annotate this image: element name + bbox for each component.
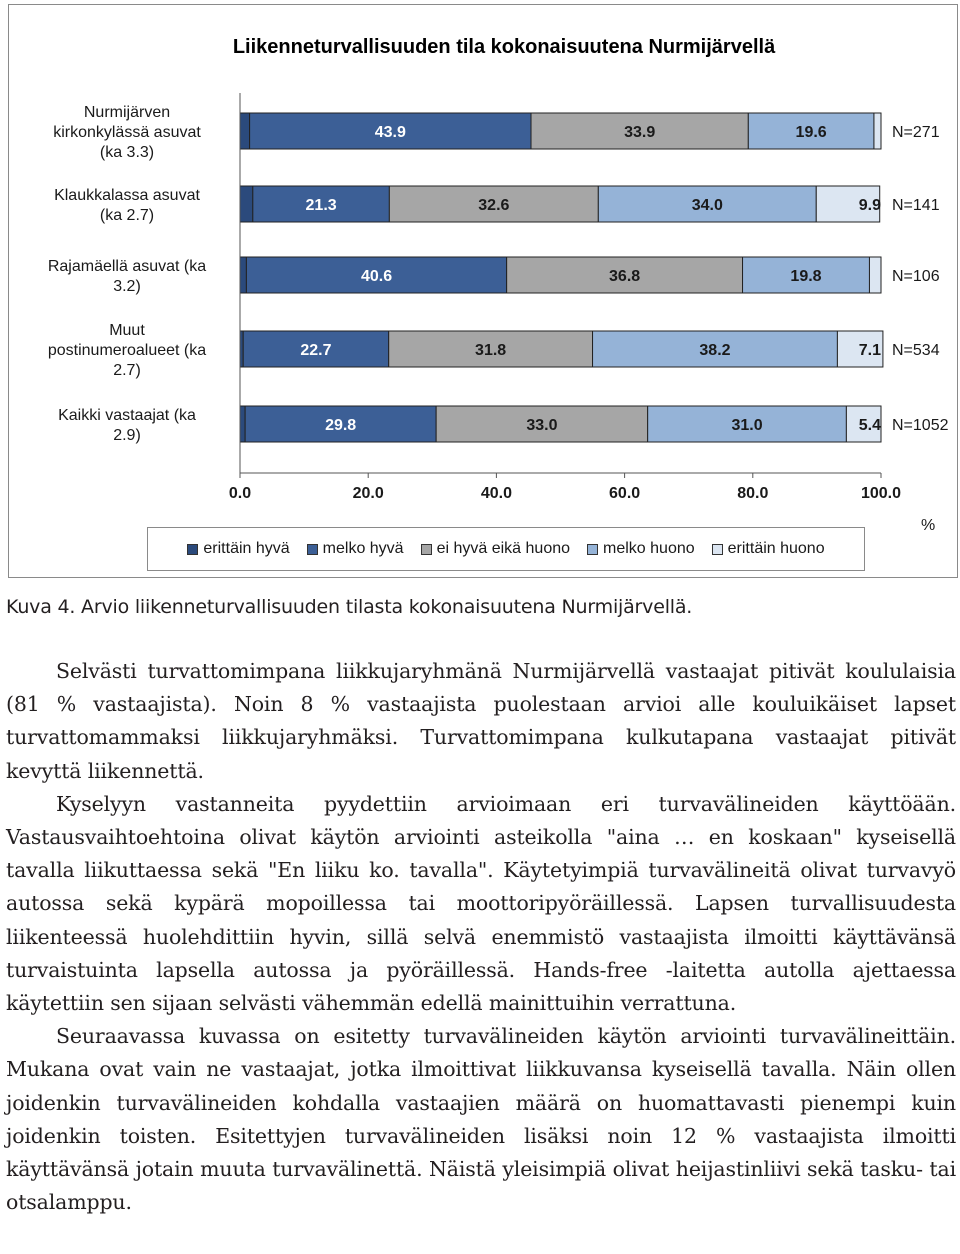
data-label: 9.9 <box>858 197 881 214</box>
legend-item <box>587 540 695 558</box>
legend-item <box>187 540 289 558</box>
chart-title: Liikenneturvallisuuden tila kokonaisuutena Nurmijärvellä <box>232 36 776 58</box>
category-label: Muut <box>109 322 145 339</box>
category-label: kirkonkylässä asuvat <box>53 124 201 141</box>
legend-label: melko huono <box>603 540 695 557</box>
x-tick-label: 100.0 <box>860 485 902 502</box>
bar-segment <box>240 186 253 222</box>
x-tick-label: 20.0 <box>352 485 384 502</box>
stacked-bar-chart <box>9 5 957 577</box>
category-label: 2.7) <box>113 362 141 379</box>
legend-label: ei hyvä eikä huono <box>436 540 571 557</box>
legend-swatch <box>421 544 432 555</box>
legend-label: erittäin huono <box>727 540 825 557</box>
x-tick-label: 60.0 <box>609 485 641 502</box>
paragraph-2: Kyselyyn vastanneita pyydettiin arvioimaan eri turvavälineiden käyttöään. Vastausvaihtoehtoina olivat käytön arviointi asteikolla "aina … en koskaan" kyseisellä tavalla liikuttaessa sekä "En liiku ko. tavalla". Käytetyimpiä turvavälineitä olivat turvavyö autossa sekä kypärä mopoillessa tai moottoripyöräillessä. Lapsen turvallisuudesta liikenteessä huolehdittiin hyvin, sillä selvä enemmistö vastaajista ilmoitti käyttävänsä turvaistuinta lapsella autossa ja pyöräillessä. Hands-free -laitetta autolla ajettaessa käytettiin sen sijaan selvästi vähemmän edellä mainittuihin verrattuna. <box>6 791 956 1016</box>
category-label: postinumeroalueet (ka <box>47 342 207 359</box>
paragraph-3: Seuraavassa kuvassa on esitetty turvavälineiden käytön arviointi turvavälineittäin. Mukana ovat vain ne vastaajat, jotka ilmoittivat liikkuvansa kyseisellä tavalla. Näin ollen joidenkin turvavälineiden kohdalla vastaajien määrä on huomattavasti pienempi kuin joidenkin toisten. Esitettyjen turvavälineiden lisäksi noin 12 % vastaajista ilmoitti käyttävänsä jotain muuta turvavälinettä. Näistä yleisimpiä olivat heijastinliivi sekä tasku- tai otsalamppu. <box>6 1024 956 1215</box>
legend-label: erittäin hyvä <box>203 540 290 557</box>
category-label: Rajamäellä asuvat (ka <box>47 258 207 275</box>
category-label: (ka 3.3) <box>99 144 155 161</box>
n-label: N=141 <box>892 197 940 214</box>
data-label: 19.6 <box>795 124 827 141</box>
category-label: (ka 2.7) <box>99 207 155 224</box>
data-label: 43.9 <box>374 124 406 141</box>
figure-caption: Kuva 4. Arvio liikenneturvallisuuden tilasta kokonaisuutena Nurmijärvellä. <box>6 596 693 618</box>
data-label: 22.7 <box>300 342 332 359</box>
bar-segment <box>869 257 881 293</box>
data-label: 38.2 <box>699 342 731 359</box>
data-label: 33.0 <box>526 417 558 434</box>
data-label: 34.0 <box>691 197 723 214</box>
data-label: 31.0 <box>731 417 763 434</box>
legend-swatch <box>187 544 198 555</box>
bar-segment <box>240 257 246 293</box>
chart-container <box>8 4 958 578</box>
n-label: N=106 <box>892 268 940 285</box>
data-label: 5.4 <box>858 417 881 434</box>
data-label: 36.8 <box>609 268 641 285</box>
x-tick-label: 0.0 <box>228 485 252 502</box>
bar-segment <box>240 406 245 442</box>
bar-segment <box>240 113 250 149</box>
data-label: 31.8 <box>475 342 507 359</box>
x-axis-unit-label: % <box>921 517 936 534</box>
body-text <box>6 655 956 1219</box>
bar-segment <box>874 113 881 149</box>
data-label: 7.1 <box>858 342 881 359</box>
category-label: Nurmijärven <box>83 104 171 121</box>
category-label: Klaukkalassa asuvat <box>54 187 200 204</box>
legend-swatch <box>587 544 598 555</box>
chart-legend <box>147 527 865 571</box>
n-label: N=534 <box>892 342 940 359</box>
category-label: 3.2) <box>113 278 141 295</box>
n-label: N=1052 <box>892 417 949 434</box>
x-tick-label: 40.0 <box>480 485 512 502</box>
category-label: 2.9) <box>113 427 141 444</box>
data-label: 21.3 <box>305 197 337 214</box>
legend-label: melko hyvä <box>322 540 404 557</box>
legend-swatch <box>307 544 318 555</box>
data-label: 32.6 <box>478 197 510 214</box>
x-tick-label: 80.0 <box>737 485 769 502</box>
legend-item <box>712 540 825 558</box>
legend-swatch <box>712 544 723 555</box>
data-label: 40.6 <box>360 268 393 285</box>
data-label: 29.8 <box>325 417 357 434</box>
data-label: 33.9 <box>624 124 656 141</box>
data-label: 19.8 <box>790 268 822 285</box>
paragraph-1: Selvästi turvattomimpana liikkujaryhmänä Nurmijärvellä vastaajat pitivät koululaisia (81 % vastaajista). Noin 8 % vastaajista puolestaan arvioi alle kouluikäiset lapset turvattomammaksi liikkujaryhmäksi. Turvattomimpana kulkutapana vastaajat pitivät kevyttä liikennettä. <box>6 659 956 783</box>
legend-item <box>421 540 570 558</box>
legend-item <box>307 540 404 558</box>
n-label: N=271 <box>892 124 940 141</box>
category-label: Kaikki vastaajat (ka <box>58 407 196 424</box>
